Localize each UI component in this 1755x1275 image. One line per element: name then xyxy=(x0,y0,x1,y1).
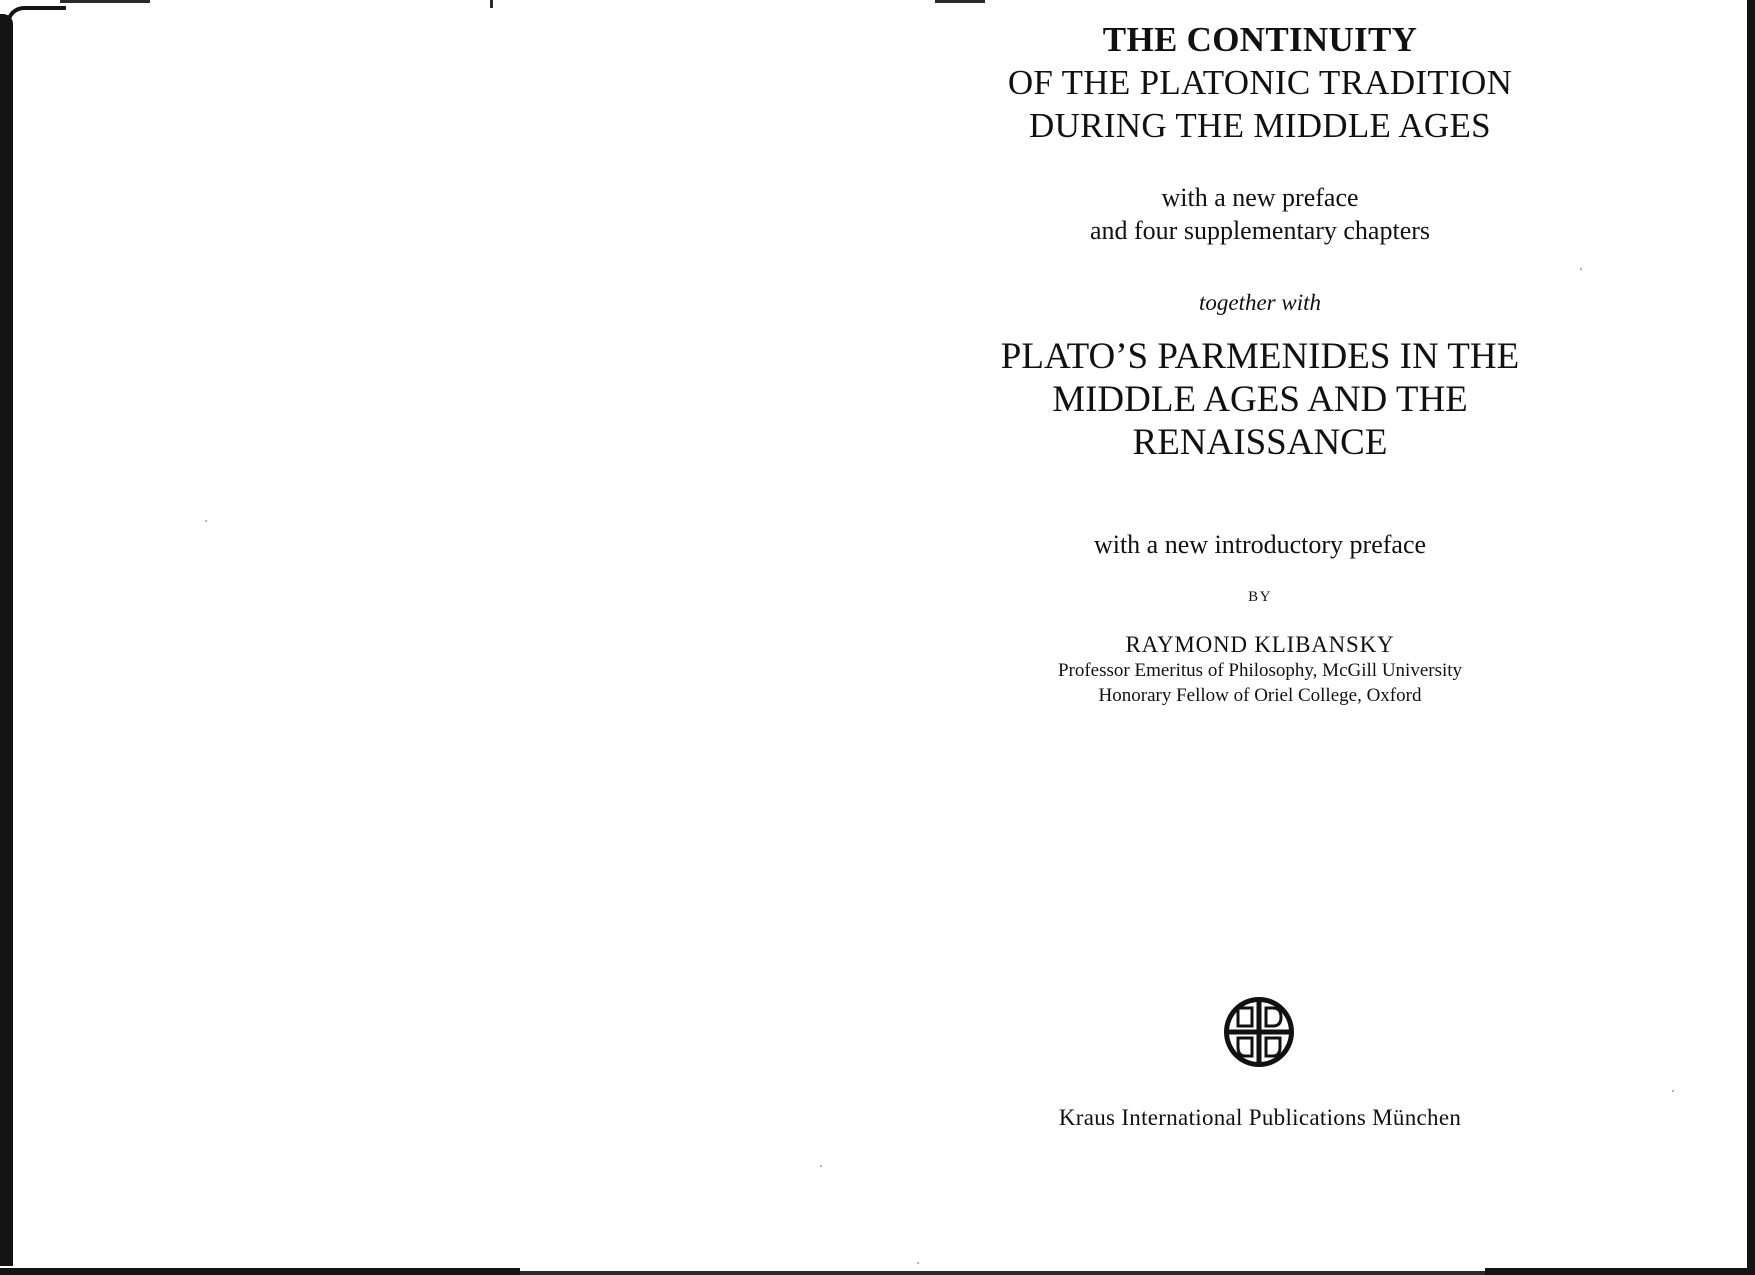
title-page xyxy=(940,18,1580,708)
book-title xyxy=(940,18,1580,147)
second-title xyxy=(940,335,1580,464)
second-title-line: RENAISSANCE xyxy=(1132,422,1388,463)
subtitle-line: with a new preface xyxy=(1161,183,1359,212)
second-title-line: PLATO’S PARMENIDES IN THE xyxy=(1000,336,1520,377)
scan-border-corner xyxy=(6,6,66,30)
scan-speck xyxy=(205,520,207,522)
by-label: BY xyxy=(1248,589,1272,605)
affiliation-line: Honorary Fellow of Oriel College, Oxford xyxy=(1098,685,1422,706)
kraus-publisher-monogram-icon xyxy=(1221,994,1297,1070)
connector-text: together with xyxy=(1198,290,1322,315)
scan-border-bottom-shadow xyxy=(0,1268,520,1275)
scan-border-right xyxy=(1747,0,1755,1275)
subtitle-line: and four supplementary chapters xyxy=(1089,216,1431,245)
scan-mark-top xyxy=(490,0,493,8)
scan-border-left xyxy=(0,14,13,1266)
scan-border-bottom-shadow xyxy=(1485,1268,1755,1275)
book-title-line: OF THE PLATONIC TRADITION xyxy=(1007,63,1513,102)
author-name: RAYMOND KLIBANSKY xyxy=(1125,632,1395,657)
scan-mark-top xyxy=(60,0,150,3)
scan-speck xyxy=(820,1165,822,1167)
scan-speck xyxy=(1580,268,1582,270)
book-title-line: DURING THE MIDDLE AGES xyxy=(1029,106,1491,145)
scan-speck xyxy=(1672,1090,1674,1092)
second-title-line: MIDDLE AGES AND THE xyxy=(1052,379,1468,420)
book-subtitle xyxy=(940,181,1580,247)
author-affiliation xyxy=(940,658,1580,708)
affiliation-line: Professor Emeritus of Philosophy, McGill University xyxy=(1057,660,1463,681)
book-title-line: THE CONTINUITY xyxy=(1102,20,1418,59)
scan-speck xyxy=(917,1262,919,1264)
publisher-name: Kraus International Publications München xyxy=(1058,1105,1462,1130)
scan-mark-top xyxy=(935,0,985,3)
intro-note: with a new introductory preface xyxy=(1093,530,1427,559)
